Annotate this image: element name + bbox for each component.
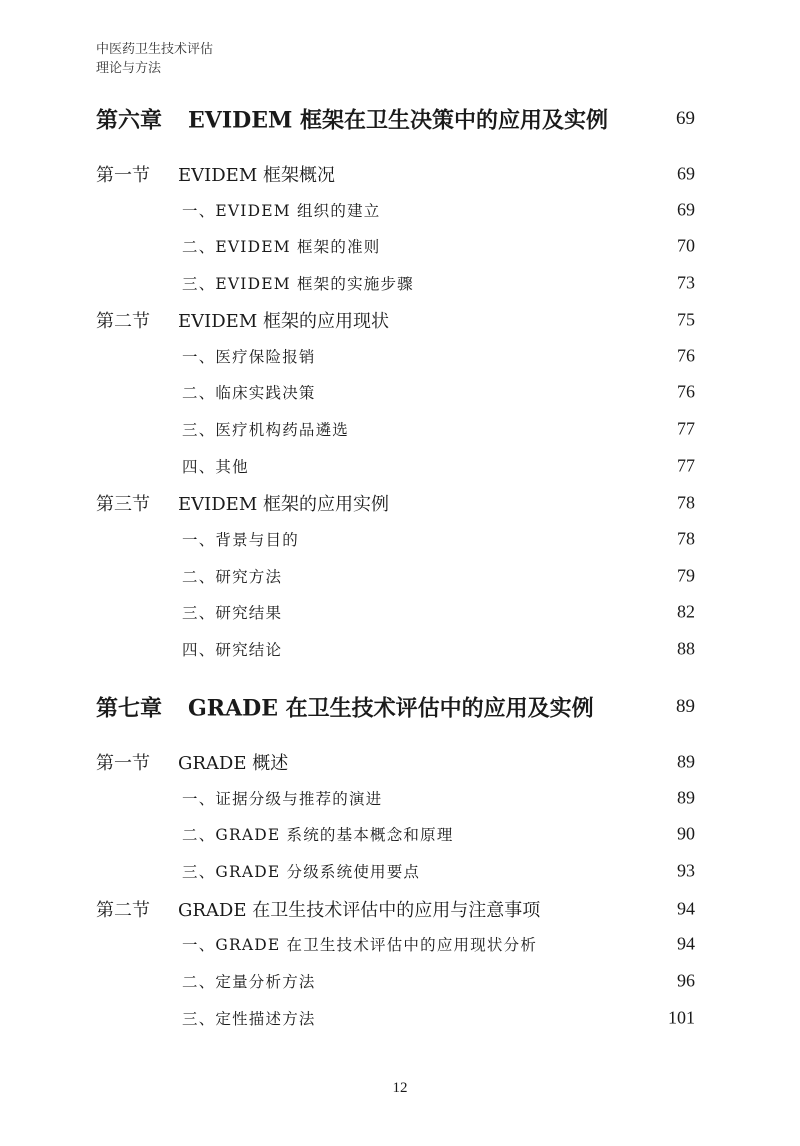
toc-entry-text: 三、研究结果: [182, 604, 283, 622]
toc-entry-text: GRADE 在卫生技术评估中的应用与注意事项: [178, 900, 541, 921]
toc-entry-label: 第二节: [96, 900, 150, 921]
toc-entry-text: 三、GRADE 分级系统使用要点: [182, 863, 421, 881]
toc-page-number: 77: [677, 455, 695, 476]
toc-item: [0, 377, 800, 407]
toc-page-number: 96: [677, 970, 695, 991]
toc-item: [0, 414, 800, 444]
toc-page-number: 78: [677, 528, 695, 549]
toc-entry-text: EVIDEM 框架的应用现状: [178, 311, 389, 332]
toc-entry-title: [182, 823, 454, 845]
toc-page-number: 77: [677, 418, 695, 439]
page-number: 12: [392, 1080, 408, 1096]
toc-page-number: 76: [677, 345, 695, 366]
toc-entry-title: [182, 565, 282, 587]
book-subtitle: 理论与方法: [96, 61, 162, 76]
toc-page-number: 75: [677, 309, 695, 330]
toc-entry-text: GRADE 概述: [178, 753, 289, 774]
toc-entry-title: [182, 860, 420, 882]
toc-entry-text: 三、EVIDEM 框架的实施步骤: [182, 275, 414, 293]
toc-entry-text: 二、GRADE 系统的基本概念和原理: [182, 826, 454, 844]
toc-chapter: [0, 104, 800, 134]
toc-entry-title: [182, 933, 537, 955]
toc-entry-text: EVIDEM 框架概况: [178, 165, 335, 186]
toc-entry-text: 一、医疗保险报销: [182, 348, 316, 366]
toc-entry-title: [182, 455, 249, 477]
toc-page-number: 76: [677, 381, 695, 402]
toc-entry-text: 二、研究方法: [182, 568, 283, 586]
toc-page-number: 94: [677, 933, 695, 954]
toc-entry-title: [96, 490, 389, 516]
toc-item: [0, 856, 800, 886]
toc-item: [0, 451, 800, 481]
toc-item: [0, 268, 800, 298]
toc-entry-text: 二、EVIDEM 框架的准则: [182, 238, 381, 256]
toc-entry-text: 二、定量分析方法: [182, 973, 316, 991]
toc-page-number: 69: [677, 163, 695, 184]
toc-entry-title: [182, 601, 282, 623]
toc-entry-title: [182, 638, 282, 660]
toc-entry-title: [96, 161, 335, 187]
toc-entry-text: EVIDEM 框架在卫生决策中的应用及实例: [188, 107, 608, 134]
toc-entry-text: 四、其他: [182, 458, 249, 476]
toc-entry-title: [182, 381, 316, 403]
toc-section: [0, 747, 800, 777]
toc-entry-text: 二、临床实践决策: [182, 384, 316, 402]
toc-page-number: 79: [677, 565, 695, 586]
toc-item: [0, 597, 800, 627]
toc-entry-title: [182, 345, 316, 367]
toc-section: [0, 894, 800, 924]
toc-entry-title: [96, 692, 594, 723]
toc-page-number: 78: [677, 492, 695, 513]
toc-item: [0, 634, 800, 664]
toc-entry-label: 第六章: [96, 107, 163, 134]
toc-item: [0, 966, 800, 996]
toc-page-number: 73: [677, 272, 695, 293]
toc-entry-title: [96, 896, 540, 922]
toc-entry-title: [182, 787, 382, 809]
toc-section: [0, 305, 800, 335]
toc-item: [0, 819, 800, 849]
toc-page-number: 90: [677, 823, 695, 844]
toc-section: [0, 488, 800, 518]
toc-page-number: 101: [668, 1007, 695, 1028]
toc-item: [0, 561, 800, 591]
toc-entry-label: 第七章: [96, 695, 163, 722]
toc-page-number: 89: [677, 751, 695, 772]
toc-item: [0, 524, 800, 554]
toc-entry-label: 第一节: [96, 753, 150, 774]
toc-item: [0, 231, 800, 261]
toc-entry-title: [182, 272, 414, 294]
toc-entry-title: [182, 970, 316, 992]
toc-page-number: 93: [677, 860, 695, 881]
running-head: [96, 40, 213, 78]
book-title: 中医药卫生技术评估: [96, 42, 214, 57]
toc-entry-title: [182, 418, 349, 440]
toc-entry-text: GRADE 在卫生技术评估中的应用及实例: [188, 695, 594, 722]
toc-page-number: 89: [677, 787, 695, 808]
toc-entry-title: [182, 199, 380, 221]
toc-page-number: 82: [677, 601, 695, 622]
toc-entry-text: 一、GRADE 在卫生技术评估中的应用现状分析: [182, 936, 538, 954]
toc-page-number: 69: [677, 199, 695, 220]
toc-entry-text: 一、EVIDEM 组织的建立: [182, 202, 381, 220]
toc-entry-title: [182, 235, 380, 257]
toc-entry-title: [96, 104, 608, 135]
toc-item: [0, 195, 800, 225]
toc-entry-text: 三、定性描述方法: [182, 1010, 316, 1028]
toc-page-number: 70: [677, 235, 695, 256]
toc-entry-title: [182, 528, 299, 550]
toc-entry-label: 第三节: [96, 494, 150, 515]
toc-page-number: 88: [677, 638, 695, 659]
toc-entry-text: EVIDEM 框架的应用实例: [178, 494, 389, 515]
toc-entry-text: 一、证据分级与推荐的演进: [182, 790, 383, 808]
toc-entry-title: [182, 1007, 316, 1029]
toc-section: [0, 159, 800, 189]
toc-entry-text: 三、医疗机构药品遴选: [182, 421, 350, 439]
toc-entry-text: 一、背景与目的: [182, 531, 299, 549]
toc-entry-title: [96, 749, 288, 775]
toc-entry-label: 第一节: [96, 165, 150, 186]
toc-page-number: 94: [677, 898, 695, 919]
toc-item: [0, 929, 800, 959]
toc-chapter: [0, 692, 800, 722]
toc-item: [0, 1003, 800, 1033]
toc-entry-text: 四、研究结论: [182, 641, 283, 659]
toc-page-number: 69: [676, 108, 695, 129]
toc-item: [0, 783, 800, 813]
toc-entry-title: [96, 307, 389, 333]
toc-page-number: 89: [676, 696, 695, 717]
toc-item: [0, 341, 800, 371]
toc-entry-label: 第二节: [96, 311, 150, 332]
